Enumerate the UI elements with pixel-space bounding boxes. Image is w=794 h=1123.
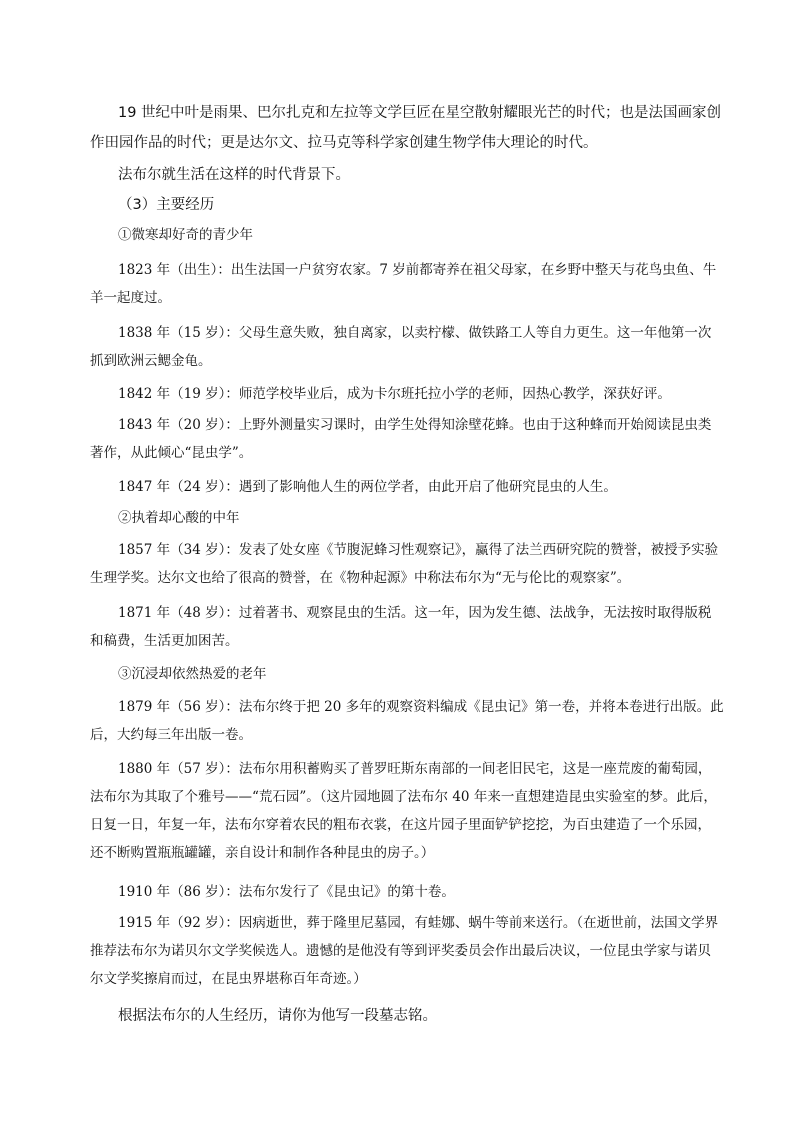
subheading-old-age: ③沉浸却依然热爱的老年 xyxy=(118,666,267,682)
timeline-entry: 1838 年（15 岁）：父母生意失败，独自离家，以卖柠檬、做铁路工人等自力更生。这一年他第一次抓到欧洲云鳃金龟。 xyxy=(90,325,712,369)
timeline-entry: 1823 年（出生）：出生法国一户贫穷农家。7 岁前都寄养在祖父母家，在乡野中整天与花鸟虫鱼、牛羊一起度过。 xyxy=(90,262,717,306)
timeline-entry: 1915 年（92 岁）：因病逝世，葬于隆里尼墓园，有蛙娜、蜗牛等前来送行。（在逝世前，法国文学界推荐法布尔为诺贝尔文学奖候选人。遗憾的是他没有等到评奖委员会作出最后决议，一位昆虫学家与诺贝尔文学奖擦肩而过，在昆虫界堪称百年奇迹。） xyxy=(90,915,719,987)
section-heading: （3）主要经历 xyxy=(118,197,215,213)
subheading-youth: ①微寒却好奇的青少年 xyxy=(118,227,253,243)
timeline-entry: 1879 年（56 岁）：法布尔终于把 20 多年的观察资料编成《昆虫记》第一卷，并将本卷进行出版。此后，大约每三年出版一卷。 xyxy=(90,699,724,743)
timeline-entry: 1843 年（20 岁）：上野外测量实习课时，由学生处得知涂壁花蜂。也由于这种蜂而开始阅读昆虫类著作，从此倾心“昆虫学”。 xyxy=(90,417,712,461)
timeline-entry: 1857 年（34 岁）：发表了处女座《节腹泥蜂习性观察记》，赢得了法兰西研究院的赞誉，被授予实验生理学奖。达尔文也给了很高的赞誉，在《物种起源》中称法布尔为“无与伦比的观察家”。 xyxy=(90,542,719,586)
subheading-middle-age: ②执着却心酸的中年 xyxy=(118,510,240,526)
timeline-entry: 1880 年（57 岁）：法布尔用积蓄购买了普罗旺斯东南部的一间老旧民宅，这是一座荒废的葡萄园，法布尔为其取了个雅号——“荒石园”。（这片园地圆了法布尔 40 年来一直想建造昆虫实验室的梦。此后，日复一日，年复一年，法布尔穿着农民的粗布衣裳，在这片园子里面铲铲挖挖，为百虫建造了一个乐园，还不断购置瓶瓶罐罐，亲自设计和制作各种昆虫的房子。） xyxy=(90,761,717,861)
background-paragraph: 法布尔就生活在这样的时代背景下。 xyxy=(118,167,350,183)
timeline-entry: 1871 年（48 岁）：过着著书、观察昆虫的生活。这一年，因为发生德、法战争，无法按时取得版税和稿费，生活更加困苦。 xyxy=(90,605,712,649)
timeline-entry: 1847 年（24 岁）：遇到了影响他人生的两位学者，由此开启了他研究昆虫的人生。 xyxy=(118,479,617,495)
timeline-entry: 1842 年（19 岁）：师范学校毕业后，成为卡尔班托拉小学的老师，因热心教学，深获好评。 xyxy=(118,386,671,402)
intro-paragraph: 19 世纪中叶是雨果、巴尔扎克和左拉等文学巨匠在星空散射耀眼光芒的时代；也是法国画家创作田园作品的时代；更是达尔文、拉马克等科学家创建生物学伟大理论的时代。 xyxy=(90,105,722,151)
timeline-entry: 1910 年（86 岁）：法布尔发行了《昆虫记》的第十卷。 xyxy=(118,884,455,900)
writing-prompt: 根据法布尔的人生经历，请你为他写一段墓志铭。 xyxy=(118,1008,437,1024)
